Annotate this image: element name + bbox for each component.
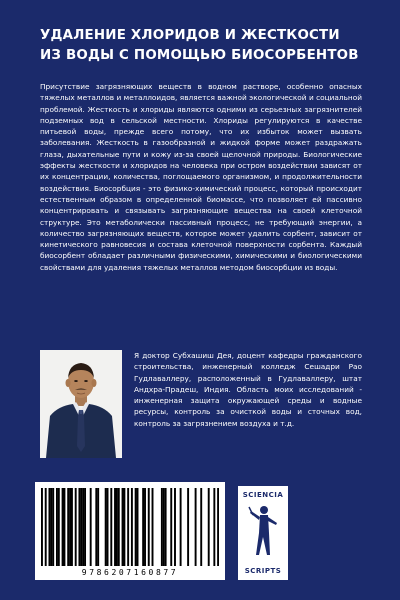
book-description: Присутствие загрязняющих веществ в водном растворе, особенно опасных тяжелых металлов и металлоидов, является важной экологической и социальной проблемой. Жесткость и хлориды являются одними из серьезных загрязнителей подземных вод в сельской местности. Хлориды регулируются в качестве питьевой воды, прежде всего потому, что их избыток может вызвать заболевания. Жесткость в газообразной и жидкой форме может раздражать глаза, дыхательные пути и кожу из-за своей щелочной природы. Биологические эффекты жесткости и хлоридов на человека при остром воздействии зависят от их концентрации, количества, поглощаемого организмом, и продолжительности воздействия. Биосорбция - это физико-химический процесс, который происходит естественным образом в определенной биомассе, что позволяет ей пассивно концентрировать и связывать загрязняющие вещества на своей клеточной структуре. Это метаболически пассивный процесс, не требующий энергии, а количество загрязняющих веществ, которое может удалить сорбент, зависит от кинетического равновесия и состава клеточной поверхности сорбента. Каждый биосорбент обладает различными физическими, химическими и биологическими свойствами для удаления тяжелых металлов методом биосорбции из воды. [40,82,362,272]
author-bio: Я доктор Субхашиш Дея, доцент кафедры гражданского строительства, инженерный колледж Сешадри Рао Гудлаваллеру, расположенный в Гудлаваллеру, штат Андхра-Прадеш, Индия. Область моих исследований - инженерная защита окружающей среды и водные ресурсы, контроль за очисткой воды и сточных вод, контроль за загрязнением воздуха и т.д. [134,351,362,428]
title-line-2: ИЗ ВОДЫ С ПОМОЩЬЮ БИОСОРБЕНТОВ [40,48,359,63]
isbn-number: 9786207160877 [81,568,179,577]
book-title [40,26,370,66]
publisher-name-bottom: SCRIPTS [244,567,282,575]
author-photo [40,350,122,458]
title-line-1: УДАЛЕНИЕ ХЛОРИДОВ И ЖЕСТКОСТИ [40,28,340,43]
barcode-bars [41,488,219,566]
isbn-barcode [35,482,225,580]
publisher-logo [238,486,288,580]
scientist-figure-icon [247,503,279,559]
publisher-name-top: SCIENCIA [242,491,284,499]
